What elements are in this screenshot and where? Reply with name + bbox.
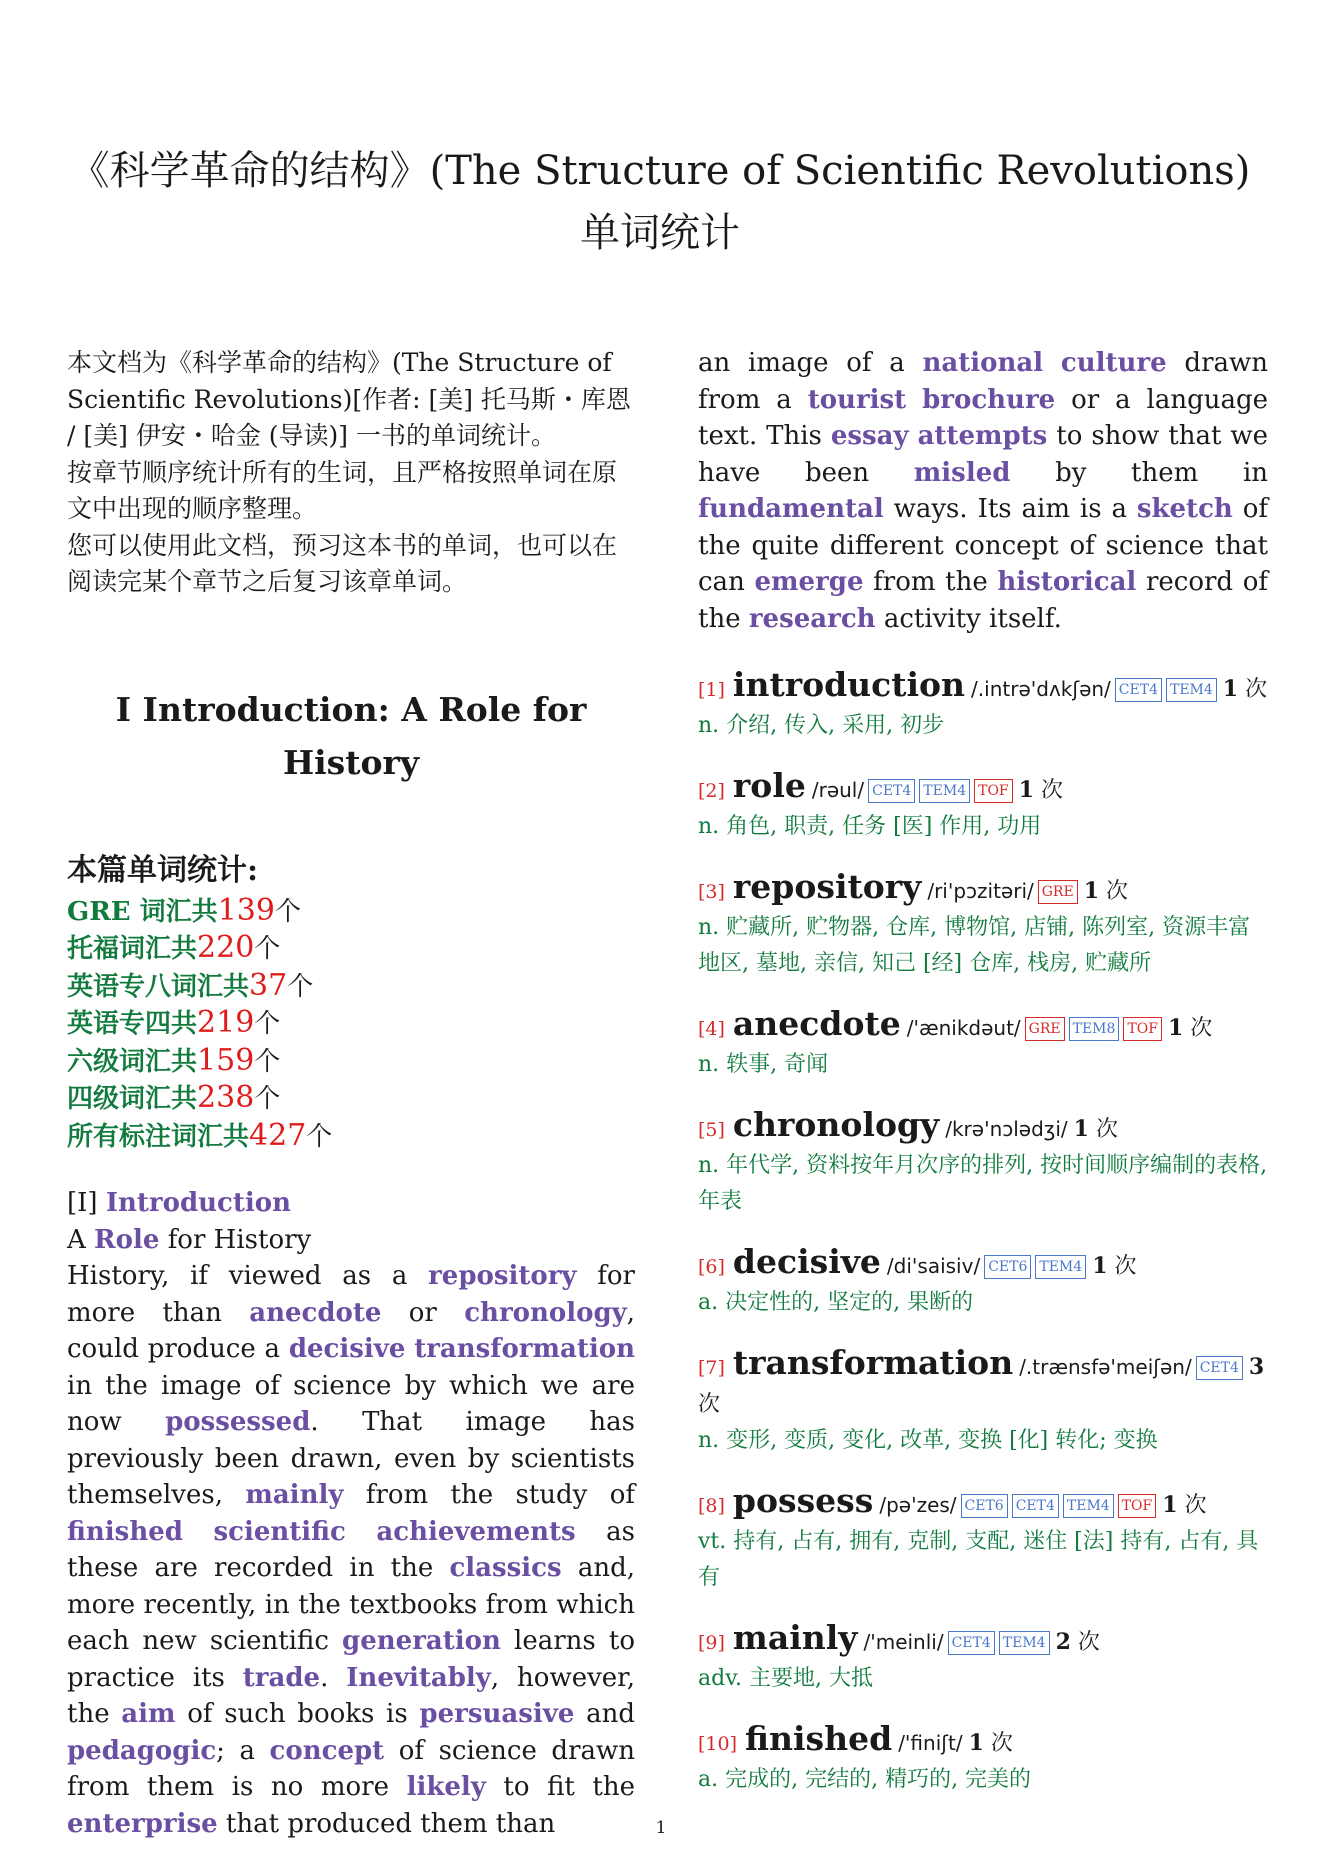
entry-phonetic: /krə'nɔlədʒi/	[945, 1117, 1068, 1141]
section-word: Introduction	[105, 1188, 291, 1218]
stat-count: 427	[249, 1117, 307, 1153]
vocab-word: concept	[269, 1735, 385, 1766]
stat-count: 37	[249, 967, 288, 1003]
entry-header	[698, 869, 1268, 910]
vocab-word: attempts	[917, 421, 1048, 451]
document-title: 《科学革命的结构》(The Structure of Scientific Revolutions) 单词统计	[69, 148, 1251, 256]
entry-header	[698, 1244, 1268, 1285]
stats-heading: 本篇单词统计:	[67, 852, 259, 888]
entry-phonetic: /pə'zes/	[879, 1493, 957, 1517]
stat-row	[67, 968, 635, 1006]
entry-word: finished	[745, 1719, 893, 1758]
vocab-word: classics	[449, 1553, 562, 1583]
entry-index: [1]	[698, 679, 725, 701]
entry-header	[698, 1107, 1268, 1148]
frequency-count: 2	[1055, 1629, 1071, 1655]
entry-definition: n. 变形, 变质, 变化, 改革, 变换 [化] 转化; 变换	[698, 1428, 1158, 1453]
intro-paragraph: 您可以使用此文档，预习这本书的单词，也可以在阅读完某个章节之后复习该章单词。	[67, 530, 618, 596]
entry-phonetic: /'ænikdəut/	[906, 1016, 1021, 1040]
stat-row	[67, 1118, 635, 1156]
stat-unit: 个	[254, 1009, 281, 1039]
intro-text	[67, 345, 635, 601]
frequency-count: 1	[1222, 676, 1239, 702]
entry-header	[698, 768, 1268, 809]
entry-word: anecdote	[732, 1004, 901, 1043]
entry-header	[698, 1483, 1268, 1524]
entry-frequency	[1162, 1493, 1206, 1518]
text-run: activity itself.	[875, 603, 1062, 634]
entry-definition: n. 轶事, 奇闻	[698, 1052, 829, 1077]
frequency-unit: 次	[990, 1731, 1013, 1756]
chapter-title: I Introduction: A Role for History	[115, 689, 587, 782]
entry-phonetic: /di'saisiv/	[886, 1254, 981, 1278]
vocab-word: brochure	[922, 384, 1056, 415]
text-run: .	[320, 1662, 347, 1693]
text-run: record of the	[698, 567, 1268, 634]
frequency-count: 1	[1092, 1253, 1108, 1279]
text-run: learns to practice its	[67, 1626, 635, 1693]
subtitle-a: A	[67, 1224, 86, 1255]
entry-index: [3]	[698, 881, 725, 903]
frequency-count: 1	[1162, 1492, 1178, 1518]
vocab-word: culture	[1060, 348, 1167, 378]
stat-unit: 个	[306, 1121, 333, 1152]
frequency-count: 1	[1167, 1015, 1184, 1041]
text-run: or	[381, 1297, 465, 1328]
level-tag: TEM8	[1069, 1017, 1120, 1041]
text-run: , could produce a	[67, 1297, 635, 1364]
frequency-unit: 次	[1040, 778, 1063, 803]
level-tag: GRE	[1038, 880, 1078, 904]
frequency-count: 1	[1018, 777, 1034, 803]
frequency-count: 1	[1083, 878, 1100, 904]
stat-row	[67, 1043, 635, 1081]
level-tag: GRE	[1025, 1017, 1065, 1041]
vocab-word: misled	[913, 457, 1011, 488]
entry-word: repository	[732, 867, 922, 906]
entry-definition: a. 决定性的, 坚定的, 果断的	[698, 1290, 974, 1315]
entry-word: transformation	[732, 1343, 1014, 1382]
vocab-word: possessed	[165, 1407, 311, 1437]
vocab-word: chronology	[464, 1297, 627, 1328]
level-tag: TOF	[1123, 1017, 1162, 1041]
subtitle-rest: for History	[167, 1224, 312, 1255]
vocab-word: historical	[997, 567, 1137, 597]
text-run	[1043, 348, 1061, 378]
frequency-count: 3	[1248, 1354, 1265, 1380]
vocab-word: anecdote	[249, 1297, 382, 1328]
stat-unit: 个	[254, 1046, 281, 1077]
entry-frequency	[1074, 1117, 1118, 1142]
section-label	[67, 1185, 635, 1222]
vocab-word: fundamental	[698, 494, 884, 524]
text-run: of such books is	[175, 1699, 420, 1729]
vocab-word: transformation	[414, 1334, 635, 1364]
entry-index: [4]	[698, 1018, 725, 1040]
stat-label: 六级词汇共	[67, 1046, 198, 1077]
body-paragraph-right	[698, 345, 1268, 637]
stat-count: 220	[197, 930, 255, 965]
entry-index: [9]	[698, 1632, 725, 1654]
entry-phonetic: /'meinli/	[863, 1630, 944, 1654]
entry-header	[698, 1006, 1268, 1047]
vocab-word: achievements	[376, 1516, 576, 1547]
intro-paragraph: 按章节顺序统计所有的生词，且严格按照单词在原文中出现的顺序整理。	[67, 457, 618, 523]
vocab-entry	[698, 667, 1268, 744]
entry-word: role	[732, 766, 806, 805]
text-run: to fit the	[485, 1772, 635, 1802]
level-tag: CET6	[961, 1494, 1008, 1518]
vocab-word: sketch	[1136, 494, 1233, 524]
stat-unit: 个	[254, 1084, 281, 1114]
vocab-word: enterprise	[67, 1808, 218, 1839]
vocab-word: pedagogic	[67, 1735, 217, 1766]
stat-unit: 个	[287, 971, 314, 1002]
stat-label: GRE 词汇共	[67, 896, 218, 927]
entry-index: [7]	[698, 1357, 725, 1379]
text-run: by them in	[1010, 457, 1269, 488]
level-tag: TEM4	[999, 1631, 1050, 1655]
frequency-unit: 次	[1114, 1254, 1137, 1279]
entry-word: chronology	[732, 1105, 940, 1144]
entry-frequency	[1223, 677, 1267, 702]
text-run: and	[574, 1699, 635, 1729]
vocab-word: repository	[428, 1261, 577, 1291]
vocab-word: finished	[67, 1516, 183, 1547]
frequency-unit: 次	[698, 1392, 721, 1417]
right-column	[698, 345, 1268, 1822]
entry-word: decisive	[732, 1242, 881, 1281]
entry-word: mainly	[732, 1618, 858, 1657]
text-run: , however, the	[67, 1662, 636, 1729]
vocab-word: Inevitably	[346, 1662, 491, 1693]
subtitle-role: Role	[94, 1224, 160, 1255]
level-tag: CET4	[1115, 678, 1162, 702]
level-tag: TEM4	[1063, 1494, 1114, 1518]
vocab-word: national	[922, 348, 1044, 378]
vocab-word: generation	[342, 1626, 501, 1656]
stat-row	[67, 930, 635, 968]
text-run: an image of a	[698, 348, 923, 378]
vocab-word: essay	[830, 421, 909, 451]
entry-index: [6]	[698, 1256, 725, 1278]
vocab-word: research	[748, 603, 876, 634]
stat-label: 所有标注词汇共	[67, 1121, 250, 1152]
text-run: History, if viewed as a	[67, 1261, 429, 1291]
entry-word: introduction	[732, 665, 966, 704]
text-run: to show that we have been	[698, 421, 1268, 488]
stat-count: 139	[217, 892, 275, 928]
entry-header	[698, 667, 1268, 708]
stat-count: 219	[197, 1005, 255, 1040]
level-tag: CET4	[948, 1631, 995, 1655]
entry-phonetic: /'finiʃt/	[898, 1731, 963, 1755]
entry-header	[698, 1721, 1268, 1762]
level-tag: TEM4	[919, 779, 970, 803]
text-run	[906, 385, 922, 415]
entry-index: [2]	[698, 780, 725, 802]
entry-definition: a. 完成的, 完结的, 精巧的, 完美的	[698, 1767, 1032, 1792]
frequency-count: 1	[968, 1730, 984, 1756]
left-column	[67, 345, 635, 1842]
text-run: or a language text. This	[698, 384, 1269, 451]
vocab-entry	[698, 1006, 1268, 1083]
vocab-entries	[698, 667, 1268, 1798]
section-subtitle	[67, 1222, 635, 1259]
stat-label: 英语专四共	[67, 1009, 198, 1039]
text-run: of the quite different concept of science that can	[698, 494, 1268, 597]
stat-label: 英语专八词汇共	[67, 971, 250, 1002]
vocab-entry	[698, 1107, 1268, 1220]
vocab-entry	[698, 1244, 1268, 1321]
text-run: ways. Its aim is a	[883, 494, 1137, 524]
vocab-entry	[698, 1345, 1268, 1459]
text-run: drawn from a	[698, 348, 1268, 415]
frequency-unit: 次	[1184, 1493, 1207, 1518]
level-tag: TEM4	[1035, 1255, 1086, 1279]
text-run	[346, 1517, 377, 1547]
entry-definition: n. 年代学, 资料按年月次序的排列, 按时间顺序编制的表格, 年表	[698, 1153, 1268, 1214]
text-run: for more than	[67, 1261, 635, 1328]
stat-row	[67, 1080, 635, 1118]
frequency-unit: 次	[1077, 1630, 1100, 1655]
entry-phonetic: /rəul/	[811, 778, 865, 802]
entry-frequency	[969, 1731, 1013, 1756]
vocab-word: persuasive	[419, 1699, 575, 1729]
entry-index: [8]	[698, 1495, 725, 1517]
text-run: ; a	[216, 1735, 270, 1766]
frequency-unit: 次	[1245, 677, 1268, 702]
entry-phonetic: /.intrə'dʌkʃən/	[971, 677, 1111, 701]
vocab-entry	[698, 1721, 1268, 1798]
vocab-stats-list	[67, 893, 635, 1156]
text-run	[909, 421, 918, 451]
text-run: . That image has previously been drawn, even by scientists themselves,	[67, 1407, 636, 1510]
page-number: 1	[655, 1818, 667, 1838]
entry-word: possess	[732, 1481, 874, 1520]
entry-phonetic: /ri'pɔzitəri/	[927, 879, 1034, 903]
stat-label: 四级词汇共	[67, 1084, 198, 1114]
vocab-word: tourist	[807, 384, 907, 415]
frequency-unit: 次	[1095, 1117, 1118, 1142]
entry-definition: n. 角色, 职责, 任务 [医] 作用, 功用	[698, 814, 1042, 839]
frequency-unit: 次	[1190, 1016, 1213, 1041]
text-run: of science drawn from them is no more	[67, 1735, 635, 1802]
vocab-entry	[698, 869, 1268, 982]
vocab-word: likely	[406, 1772, 486, 1802]
level-tag: CET6	[984, 1255, 1031, 1279]
frequency-unit: 次	[1106, 879, 1129, 904]
entry-frequency	[1168, 1016, 1212, 1041]
vocab-word: mainly	[245, 1480, 344, 1510]
level-tag: CET4	[1012, 1494, 1059, 1518]
level-tag: TEM4	[1166, 678, 1217, 702]
entry-definition: n. 贮藏所, 贮物器, 仓库, 博物馆, 店铺, 陈列室, 资源丰富地区, 墓地, 亲信, 知己 [经] 仓库, 栈房, 贮藏所	[698, 915, 1251, 976]
level-tag: TOF	[1118, 1494, 1157, 1518]
entry-index: [10]	[698, 1733, 738, 1755]
section-header	[67, 1185, 635, 1258]
stat-row	[67, 1005, 635, 1043]
stat-row	[67, 893, 635, 931]
entry-frequency	[1056, 1630, 1100, 1655]
entry-definition: vt. 持有, 占有, 拥有, 克制, 支配, 迷住 [法] 持有, 占有, 具有	[698, 1529, 1259, 1590]
text-run: as these are recorded in the	[67, 1516, 636, 1583]
text-run: from the study of	[343, 1480, 635, 1510]
vocab-word: emerge	[754, 567, 864, 597]
entry-frequency	[1019, 778, 1063, 803]
vocab-word: decisive	[288, 1334, 406, 1364]
section-marker: [I]	[67, 1188, 98, 1218]
stat-unit: 个	[274, 896, 301, 927]
text-run: and, more recently, in the textbooks from which each new scientific	[67, 1553, 635, 1656]
vocab-entry	[698, 768, 1268, 845]
level-tag: TOF	[974, 779, 1013, 803]
stat-count: 159	[197, 1042, 255, 1078]
text-run: that produced them than	[217, 1808, 556, 1839]
entry-header	[698, 1345, 1268, 1423]
body-paragraph-left	[67, 1258, 635, 1842]
vocab-word: trade	[242, 1662, 321, 1693]
text-run: from the	[863, 567, 998, 597]
vocab-word: scientific	[213, 1516, 346, 1547]
entry-definition: adv. 主要地, 大抵	[698, 1666, 873, 1691]
entry-frequency	[1092, 1254, 1136, 1279]
frequency-count: 1	[1073, 1116, 1089, 1142]
stat-unit: 个	[254, 934, 281, 964]
stat-label: 托福词汇共	[67, 934, 198, 964]
entry-header	[698, 1620, 1268, 1661]
vocab-entry	[698, 1483, 1268, 1596]
stat-count: 238	[197, 1080, 255, 1115]
text-run	[405, 1334, 414, 1364]
level-tag: CET4	[1196, 1356, 1243, 1380]
text-run	[183, 1517, 214, 1547]
text-run: in the image of science by which we are now	[67, 1370, 635, 1437]
entry-frequency	[1084, 879, 1128, 904]
entry-definition: n. 介绍, 传入, 采用, 初步	[698, 713, 945, 738]
intro-paragraph: 本文档为《科学革命的结构》(The Structure of Scientific Revolutions)[作者: [美] 托马斯・库恩 / [美] 伊安・哈金 (导读)] 一书的单词统计。	[67, 348, 631, 450]
vocab-word: aim	[121, 1699, 176, 1729]
entry-index: [5]	[698, 1119, 725, 1141]
vocab-entry	[698, 1620, 1268, 1697]
level-tag: CET4	[868, 779, 915, 803]
entry-phonetic: /.trænsfə'meiʃən/	[1019, 1355, 1192, 1379]
